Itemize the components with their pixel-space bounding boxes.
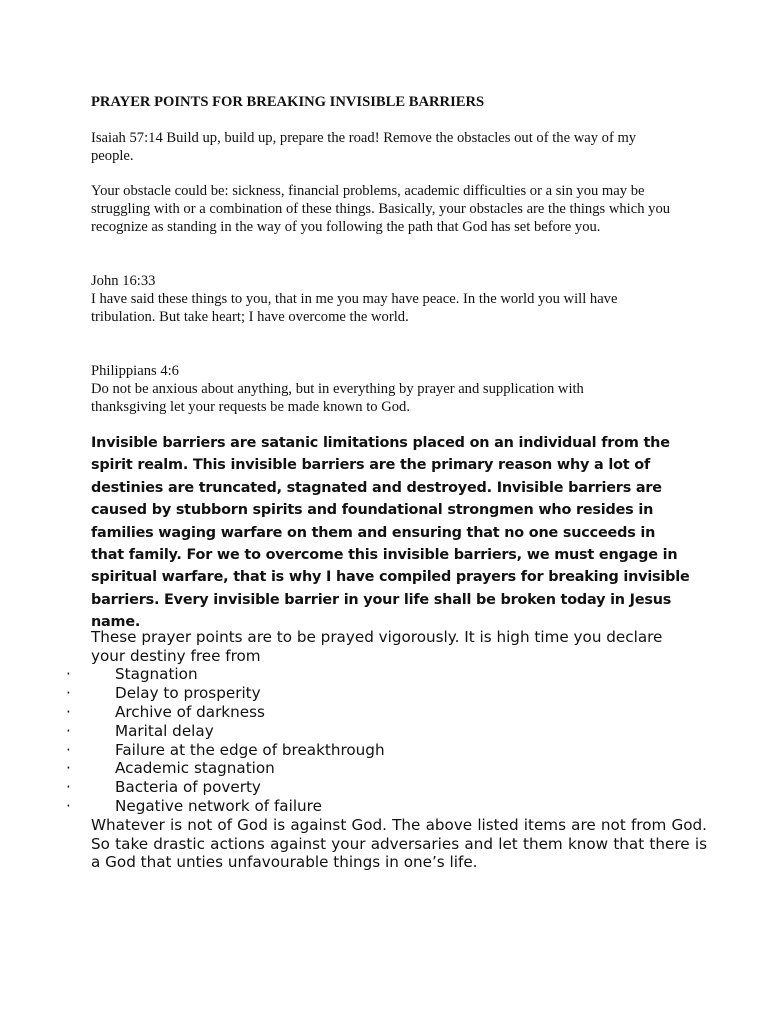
philippians-reference: Philippians 4:6 <box>91 363 179 379</box>
bullet-icon: · <box>66 721 71 740</box>
bullet-icon: · <box>66 683 71 702</box>
bullet-icon: · <box>66 759 71 778</box>
list-item-text: Delay to prosperity <box>115 683 261 702</box>
john-reference: John 16:33 <box>91 273 156 289</box>
bullet-icon: · <box>66 740 71 759</box>
list-item-text: Archive of darkness <box>115 702 265 721</box>
bullet-icon: · <box>66 665 71 683</box>
closing-paragraph: Whatever is not of God is against God. The above listed items are not from God. So take drastic actions against your adversaries and let them know that there is a God that unties unfavourable things in one’s life. <box>91 816 707 872</box>
document-title: PRAYER POINTS FOR BREAKING INVISIBLE BARRIERS <box>91 94 485 110</box>
list-item-text: Stagnation <box>115 665 198 683</box>
philippians-verse: Do not be anxious about anything, but in everything by prayer and supplication with thanksgiving let your requests be made known to God. <box>91 381 584 415</box>
invisible-barriers-paragraph: Invisible barriers are satanic limitations placed on an individual from the spirit realm. This invisible barriers are the primary reason why a lot of destinies are truncated, stagnated and destroyed. Invisible barriers are caused by stubborn spirits and foundational strongmen who resides in families waging warfare on them and ensuring that no one succeeds in that family. For we to overcome this invisible barriers, we must engage in spiritual warfare, that is why I have compiled prayers for breaking invisible barriers. Every invisible barrier in your life shall be broken today in Jesus name. <box>91 435 690 631</box>
john-verse: I have said these things to you, that in me you may have peace. In the world you will have tribulation. But take heart; I have overcome the world. <box>91 291 618 325</box>
intro-paragraph: These prayer points are to be prayed vigorously. It is high time you declare your destiny free from <box>91 628 663 665</box>
isaiah-verse: Isaiah 57:14 Build up, build up, prepare the road! Remove the obstacles out of the way of my people. <box>91 130 637 164</box>
list-item-text: Negative network of failure <box>115 797 322 816</box>
bullet-icon: · <box>66 702 71 721</box>
list-item-text: Marital delay <box>115 721 214 740</box>
list-item-text: Failure at the edge of breakthrough <box>115 740 385 759</box>
bullet-icon: · <box>66 797 71 816</box>
list-item-text: Academic stagnation <box>115 759 275 778</box>
list-item-text: Bacteria of poverty <box>115 778 261 797</box>
bullet-icon: · <box>66 778 71 797</box>
obstacle-paragraph: Your obstacle could be: sickness, financial problems, academic difficulties or a sin you may be struggling with or a combination of these things. Basically, your obstacles are the things which you recognize as standing in the way of you following the path that God has set before you. <box>91 183 671 235</box>
